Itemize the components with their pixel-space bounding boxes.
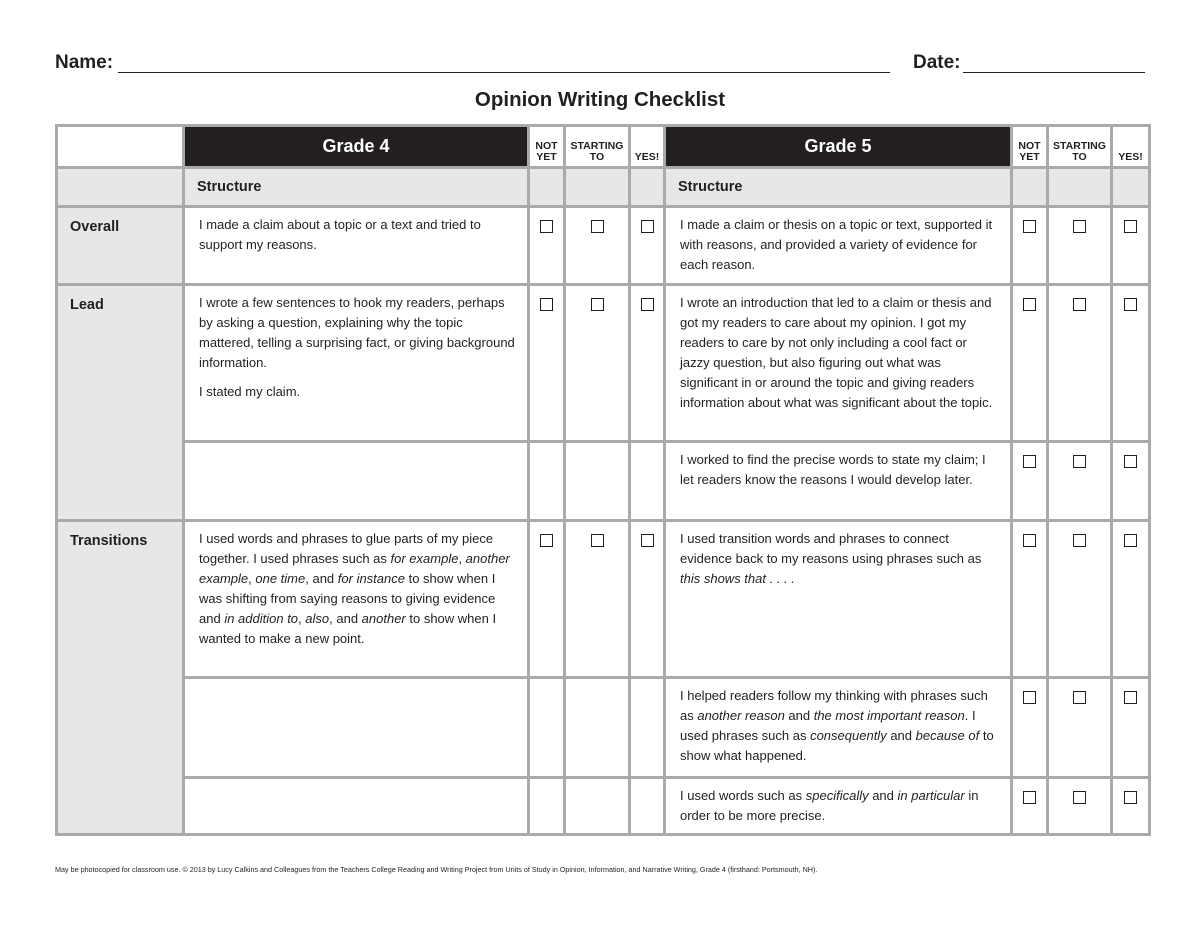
grade4-overall-text: I made a claim about a topic or a text and tried to support my reasons. (184, 207, 529, 285)
row-label-lead: Lead (57, 285, 184, 521)
checkbox-not-yet[interactable] (540, 220, 553, 233)
grade4-heading: Grade 4 (184, 126, 529, 168)
checkbox-starting-to[interactable] (1073, 791, 1086, 804)
col-yes-g5: YES! (1112, 126, 1150, 168)
grade5-lead-text-1: I wrote an introduction that led to a claim or thesis and got my readers to care about my opinion. I got my readers to care by not only including a cool fact or jazzy question, but also figuring out what was significant in or around the topic and giving readers information about what was significant about the topic. (665, 285, 1012, 442)
checkbox-starting-to[interactable] (1073, 298, 1086, 311)
checkbox-not-yet[interactable] (540, 298, 553, 311)
checkbox-starting-to[interactable] (1073, 534, 1086, 547)
table-row (57, 678, 1150, 778)
checkbox-yes[interactable] (1124, 298, 1137, 311)
checkbox-starting-to[interactable] (591, 298, 604, 311)
checkbox-starting-to[interactable] (591, 220, 604, 233)
checkbox-yes[interactable] (1124, 534, 1137, 547)
col-yes-g4: YES! (630, 126, 665, 168)
grade5-transitions-text-3: I used words such as specifically and in particular in order to be more precise. (665, 778, 1012, 835)
checkbox-starting-to[interactable] (1073, 691, 1086, 704)
grade5-section-label: Structure (665, 168, 1012, 207)
checkbox-not-yet[interactable] (1023, 220, 1036, 233)
checkbox-starting-to[interactable] (1073, 455, 1086, 468)
col-starting-to-g4: STARTING TO (565, 126, 630, 168)
checkbox-yes[interactable] (641, 534, 654, 547)
grade4-transitions-text: I used words and phrases to glue parts of my piece together. I used phrases such as for example, another example, one time, and for instance to show when I was shifting from saying reasons to giving evidence and in addition to, also, and another to show when I wanted to make a new point. (184, 521, 529, 678)
checkbox-yes[interactable] (1124, 455, 1137, 468)
grade5-heading: Grade 5 (665, 126, 1012, 168)
checkbox-not-yet[interactable] (1023, 534, 1036, 547)
row-label-overall: Overall (57, 207, 184, 285)
checkbox-not-yet[interactable] (1023, 298, 1036, 311)
date-input-line[interactable] (963, 72, 1145, 73)
header-row (57, 126, 1150, 168)
table-row (57, 207, 1150, 285)
grade4-section-label: Structure (184, 168, 529, 207)
table-row (57, 778, 1150, 835)
checkbox-yes[interactable] (641, 220, 654, 233)
table-row (57, 442, 1150, 521)
checkbox-not-yet[interactable] (1023, 691, 1036, 704)
grade5-lead-text-2: I worked to find the precise words to state my claim; I let readers know the reasons I would develop later. (665, 442, 1012, 521)
checkbox-yes[interactable] (1124, 220, 1137, 233)
grade4-lead-text: I wrote a few sentences to hook my readers, perhaps by asking a question, explaining why the topic mattered, telling a surprising fact, or giving background information. I stated my claim. (184, 285, 529, 442)
grade5-overall-text: I made a claim or thesis on a topic or text, supported it with reasons, and provided a variety of evidence for each reason. (665, 207, 1012, 285)
checkbox-yes[interactable] (1124, 791, 1137, 804)
page-title: Opinion Writing Checklist (474, 88, 726, 111)
checkbox-starting-to[interactable] (591, 534, 604, 547)
copyright-footer: May be photocopied for classroom use. © 2013 by Lucy Calkins and Colleagues from the Teachers College Reading and Writing Project from Units of Study in Opinion, Information, and Narrative Writing, Grade 4 (firsthand: Portsmouth, NH). (55, 865, 818, 874)
checkbox-starting-to[interactable] (1073, 220, 1086, 233)
checkbox-not-yet[interactable] (1023, 455, 1036, 468)
name-label: Name: (55, 52, 114, 73)
name-input-line[interactable] (118, 72, 890, 73)
checkbox-yes[interactable] (1124, 691, 1137, 704)
col-not-yet-g4: NOT YET (529, 126, 565, 168)
col-starting-to-g5: STARTING TO (1048, 126, 1112, 168)
checkbox-not-yet[interactable] (540, 534, 553, 547)
grade5-transitions-text-1: I used transition words and phrases to connect evidence back to my reasons using phrases such as this shows that . . . . (665, 521, 1012, 678)
row-label-transitions: Transitions (57, 521, 184, 835)
checkbox-yes[interactable] (641, 298, 654, 311)
checklist-table (55, 124, 1151, 836)
table-row (57, 285, 1150, 442)
col-not-yet-g5: NOT YET (1012, 126, 1048, 168)
table-row (57, 521, 1150, 678)
grade5-transitions-text-2: I helped readers follow my thinking with phrases such as another reason and the most important reason. I used phrases such as consequently and because of to show what happened. (665, 678, 1012, 778)
corner-cell (57, 126, 184, 168)
checkbox-not-yet[interactable] (1023, 791, 1036, 804)
section-row (57, 168, 1150, 207)
date-label: Date: (913, 52, 961, 73)
